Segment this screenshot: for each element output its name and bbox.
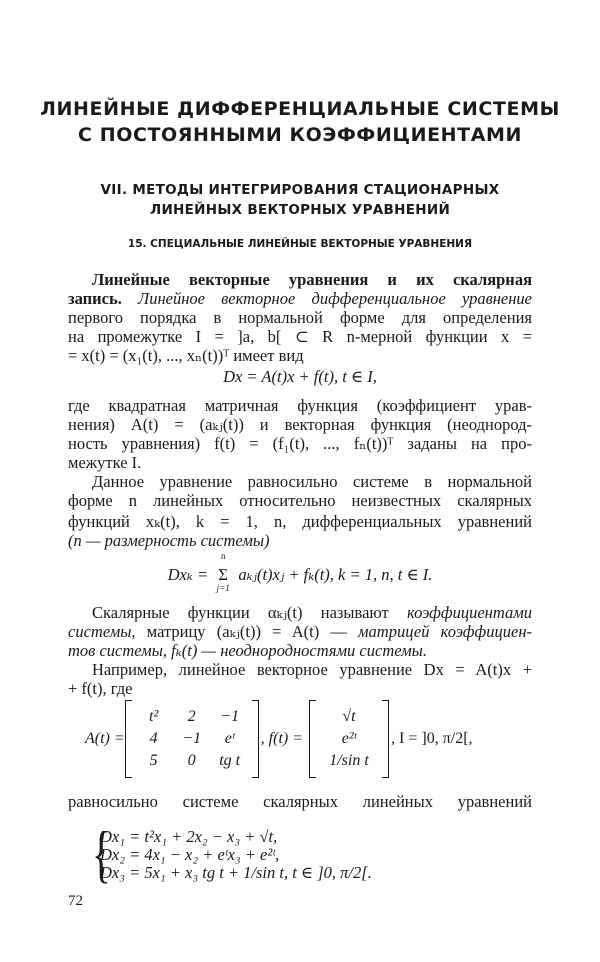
run-in-heading: Линейные векторные уравнения и их скалярная: [92, 270, 532, 289]
interval: , I = ]0, π/2[,: [391, 730, 473, 747]
paragraph-line: [68, 622, 532, 641]
sum-symbol: Σ: [218, 565, 229, 584]
paragraph-line: = x(t) = (x₁(t), ..., xₙ(t))ᵀ имеет вид: [68, 346, 304, 365]
equation-system: [100, 828, 372, 882]
matrix-cell: 4: [149, 730, 158, 747]
paragraph-line: межутке I.: [68, 453, 142, 472]
paragraph-line: ность уравнения) f(t) = (f₁(t), ..., fₙ(t))ᵀ заданы на про-: [68, 434, 532, 453]
vector-f: [316, 708, 382, 770]
paragraph-line: [92, 603, 532, 622]
paragraph-line: функций xₖ(t), k = 1, n, дифференциальных уравнений: [68, 512, 532, 531]
paragraph-line: Например, линейное векторное уравнение Dx = A(t)x +: [92, 660, 532, 679]
right-bracket: [252, 700, 259, 778]
eq2-lhs: Dxₖ =: [167, 565, 209, 584]
matrix-cell: t²: [149, 708, 159, 725]
matrix-cell: eᵗ: [224, 730, 235, 747]
matrix-cell: 0: [187, 752, 196, 769]
vector-cell: √t: [342, 708, 356, 725]
definition-text: Линейное векторное дифференциальное уравнение: [138, 289, 532, 308]
run-in-heading-end: запись.: [68, 289, 122, 308]
right-bracket: [382, 700, 389, 778]
vector-cell: e²ᵗ: [341, 730, 357, 747]
equation-1: Dx = A(t)x + f(t), t ∈ I,: [223, 367, 377, 386]
paragraph-line: Данное уравнение равносильно системе в нормальной: [92, 472, 532, 491]
paragraph-line: [68, 289, 532, 308]
chapter-title-line-2: С ПОСТОЯННЫМИ КОЭФФИЦИЕНТАМИ: [77, 124, 523, 146]
text: Скалярные функции αₖⱼ(t) называют: [92, 603, 389, 622]
system-equation: Dx₃ = 5x₁ + x₃ tg t + 1/sin t, t ∈ ]0, π/2[.: [100, 863, 372, 882]
left-bracket: [309, 700, 316, 778]
sum-lower: j=1: [216, 583, 230, 593]
matrix-A: [132, 708, 252, 770]
equation-2: [0, 551, 600, 593]
paragraph-line: тов системы, fₖ(t) — неоднородностями системы.: [68, 641, 427, 660]
matrix-cell: −1: [220, 708, 240, 725]
matrix-cell: 2: [187, 708, 196, 725]
paragraph-line: равносильно системе скалярных линейных уравнений: [68, 792, 532, 811]
term: коэффициентами: [406, 603, 532, 622]
eq2-rhs: aₖⱼ(t)xⱼ + fₖ(t), k = 1, n, t ∈ I.: [238, 565, 433, 584]
example-matrix-equation: [85, 700, 473, 778]
matrix-lhs: A(t) =: [85, 730, 125, 747]
paragraph-line: форме n линейных относительно неизвестных скалярных: [68, 491, 532, 510]
section-title-line-2: ЛИНЕЙНЫХ ВЕКТОРНЫХ УРАВНЕНИЙ: [149, 202, 451, 218]
paragraph-line: (n — размерность системы): [68, 531, 270, 550]
section-title-line-1: VII. МЕТОДЫ ИНТЕГРИРОВАНИЯ СТАЦИОНАРНЫХ: [100, 182, 500, 198]
vector-cell: 1/sin t: [329, 752, 369, 769]
paragraph-line: + f(t), где: [68, 679, 133, 698]
system-equation: Dx₂ = 4x₁ − x₂ + eᵗx₃ + e²ᵗ,: [100, 845, 280, 864]
matrix-cell: −1: [182, 730, 202, 747]
paragraph-line: где квадратная матричная функция (коэффициент урав-: [68, 396, 532, 415]
subsection-title: 15. СПЕЦИАЛЬНЫЕ ЛИНЕЙНЫЕ ВЕКТОРНЫЕ УРАВНЕНИЯ: [127, 238, 473, 250]
text: матрицу (aₖⱼ(t)) = A(t) —: [146, 622, 347, 641]
paragraph-line: первого порядка в нормальной форме для определения: [68, 308, 532, 327]
matrix-cell: 5: [149, 752, 158, 769]
system-equation: Dx₁ = t²x₁ + 2x₂ − x₃ + √t,: [100, 827, 278, 846]
sum-upper: n: [220, 551, 226, 561]
term: системы,: [68, 622, 136, 641]
system-brace: {: [92, 818, 111, 889]
f-lhs: , f(t) =: [260, 730, 304, 747]
page-number: 72: [68, 893, 83, 909]
matrix-cell: tg t: [219, 752, 241, 769]
paragraph-line: на промежутке I = ]a, b[ ⊂ R n-мерной функции x =: [68, 327, 532, 346]
paragraph-line: [92, 270, 532, 289]
left-bracket: [125, 700, 132, 778]
term: матрицей коэффициен-: [358, 622, 532, 641]
chapter-title-line-1: ЛИНЕЙНЫЕ ДИФФЕРЕНЦИАЛЬНЫЕ СИСТЕМЫ: [40, 98, 560, 120]
paragraph-line: нения) A(t) = (aₖⱼ(t)) и векторная функция (неоднород-: [68, 415, 532, 434]
